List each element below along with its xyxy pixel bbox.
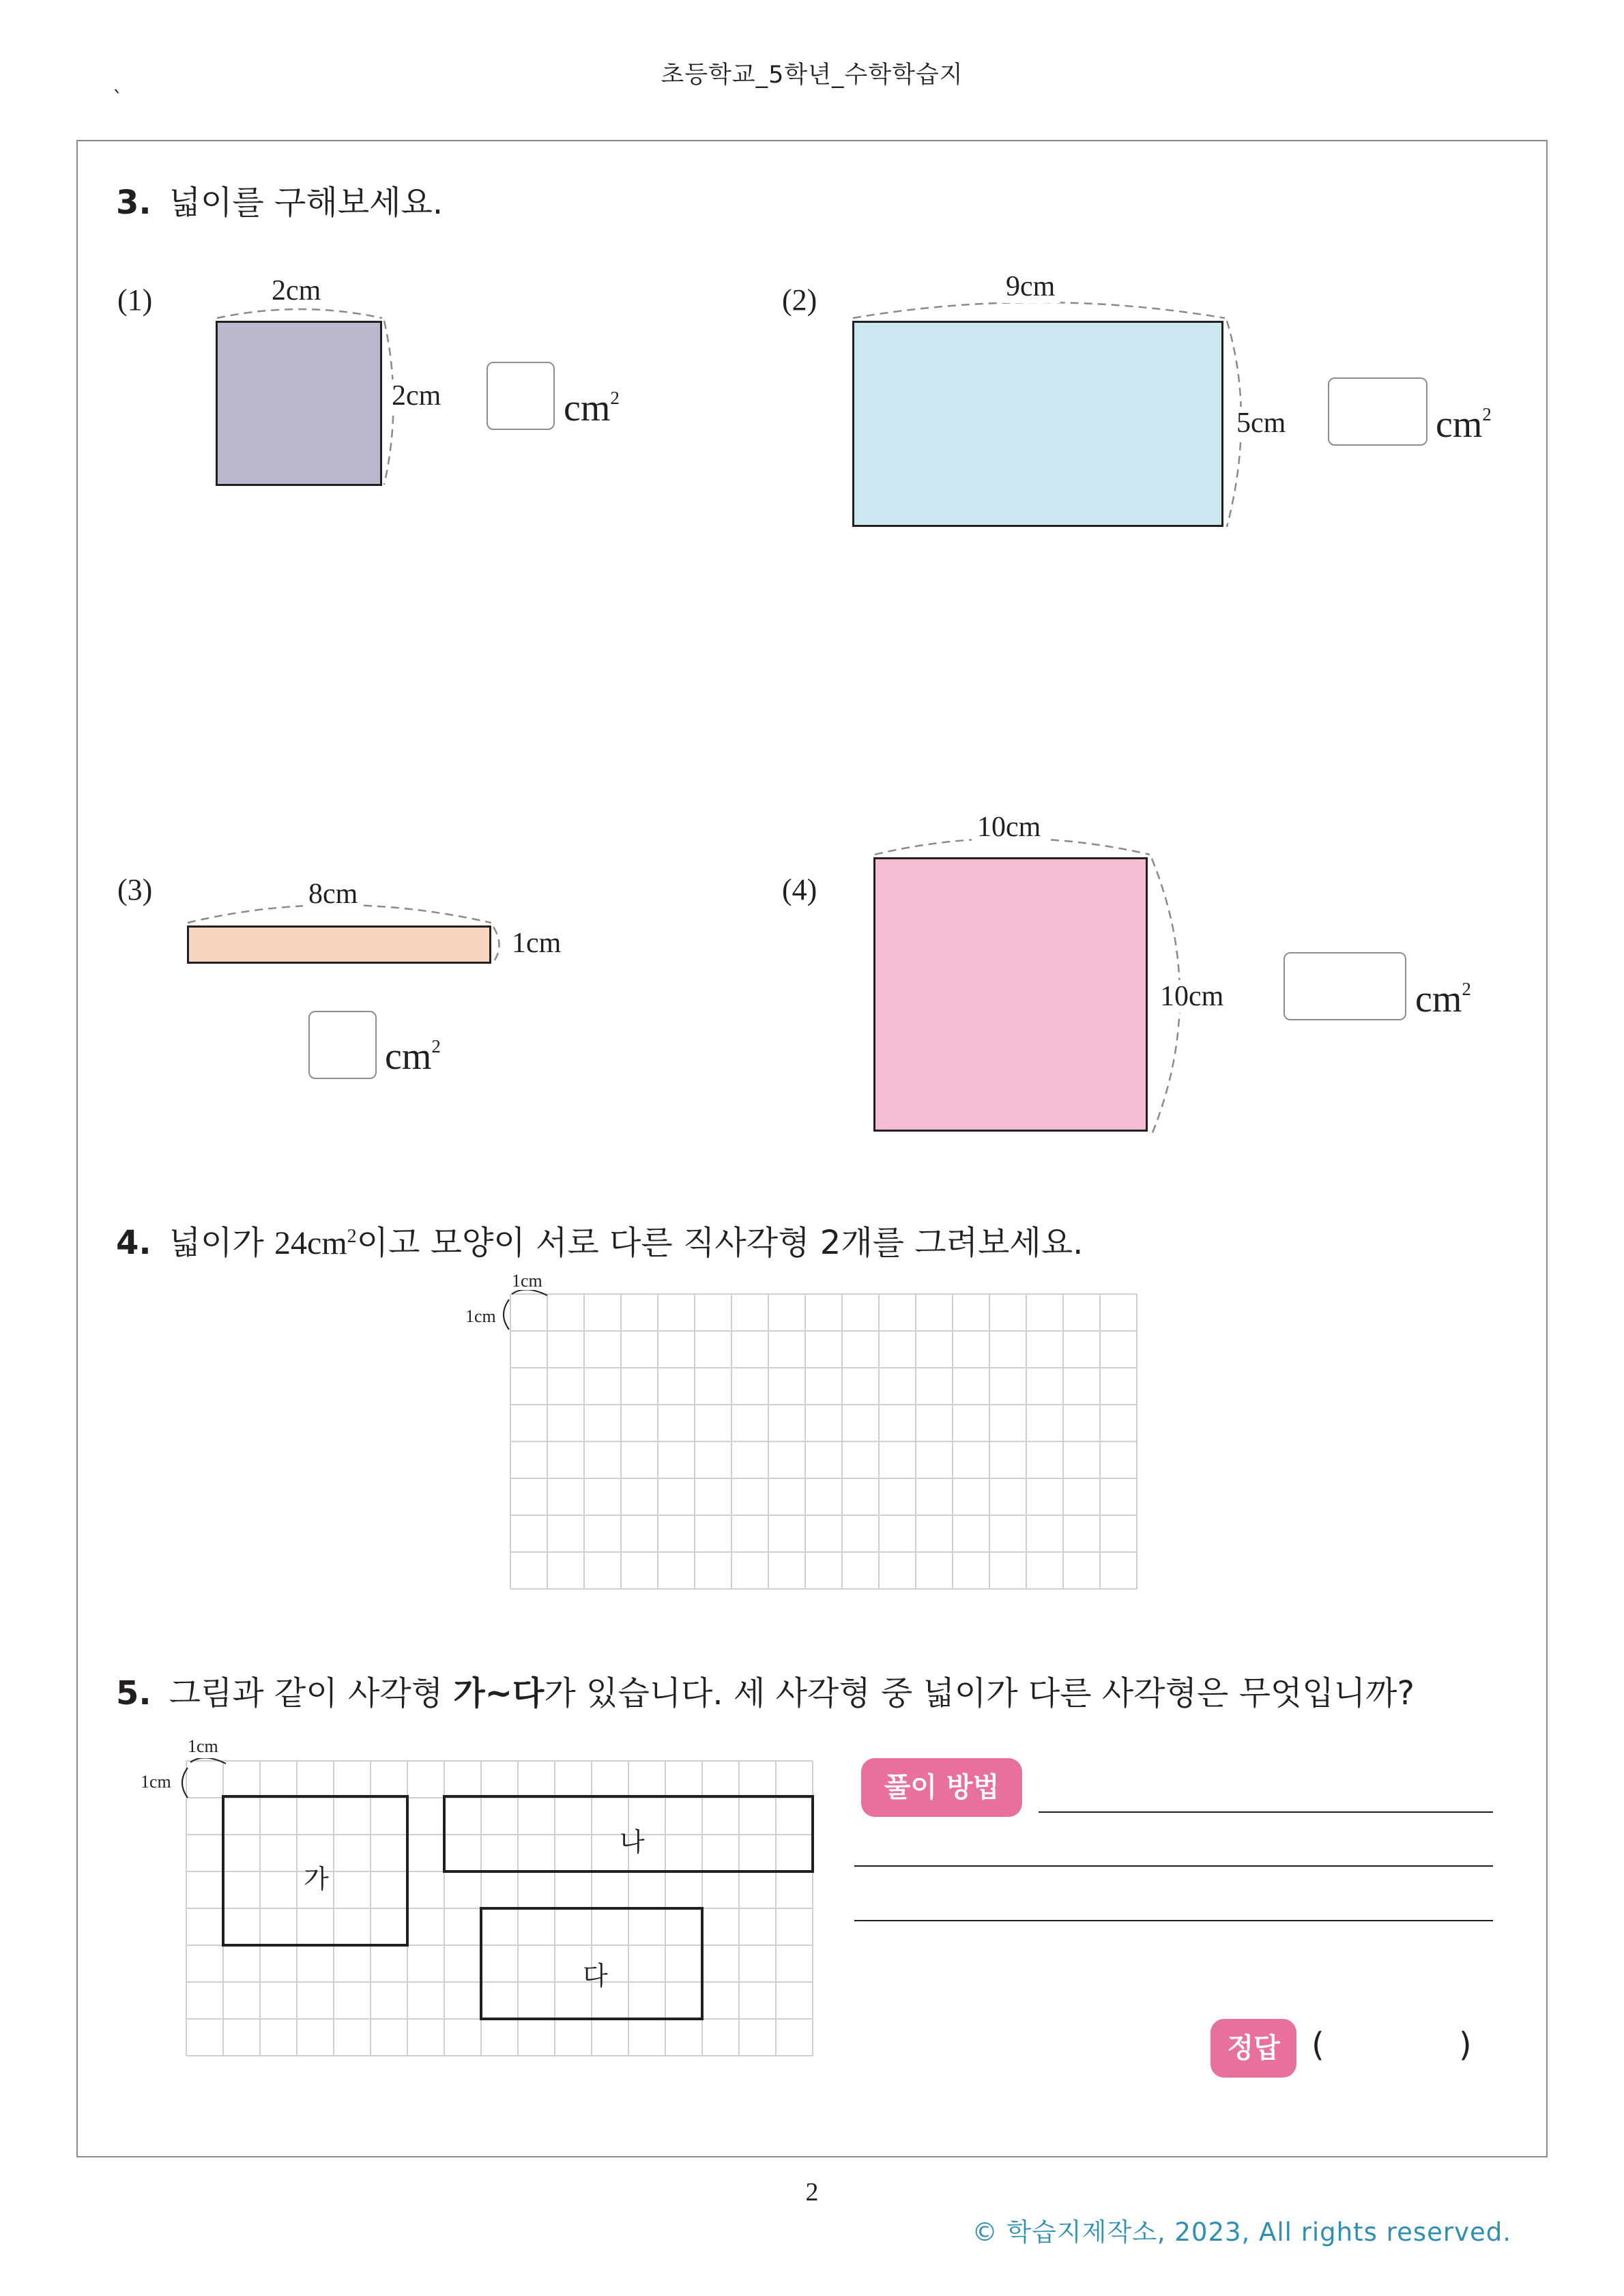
item-1-square: [216, 321, 382, 486]
answer-box-4[interactable]: [1284, 952, 1406, 1020]
unit-cm2: [1436, 403, 1492, 446]
unit-cm2: [385, 1035, 441, 1078]
item-2-rectangle: [852, 321, 1223, 527]
item-2-label: (2): [782, 283, 817, 317]
item-3-label: (3): [117, 873, 153, 906]
rect-label-da: 다: [583, 1961, 608, 1991]
page-number: 2: [805, 2178, 819, 2207]
item-1-side-dimension: 2cm: [392, 380, 441, 412]
question-number: 3.: [116, 184, 151, 222]
grid-unit-top: 1cm: [512, 1271, 542, 1291]
area-value: 24cm: [274, 1225, 347, 1261]
item-1-top-dimension: 2cm: [267, 274, 325, 307]
worksheet-title: 초등학교_5학년_수학학습지: [661, 61, 963, 89]
unit-text: cm: [1415, 978, 1462, 1020]
item-4-square: [873, 857, 1148, 1132]
answer-line-3[interactable]: [854, 1920, 1493, 1921]
answer-paren-close: ): [1459, 2026, 1472, 2064]
drawing-grid[interactable]: [498, 1290, 1146, 1604]
item-4-label: (4): [782, 873, 817, 906]
unit-exponent: 2: [610, 388, 620, 409]
question-text: 넓이가: [169, 1224, 275, 1262]
rect-label-ga: 가: [304, 1864, 329, 1894]
unit-text: cm: [564, 387, 611, 429]
answer-field[interactable]: [1337, 2024, 1453, 2072]
unit-exponent: 2: [431, 1036, 441, 1057]
question-text: 넓이를 구해보세요.: [169, 184, 444, 222]
item-4-side-dimension: 10cm: [1160, 981, 1224, 1012]
unit-exponent: 2: [1482, 404, 1492, 425]
answer-box-3[interactable]: [308, 1011, 377, 1079]
question-number: 5.: [116, 1674, 151, 1712]
grid-unit-left: 1cm: [465, 1306, 496, 1326]
grid-unit-left: 1cm: [141, 1772, 171, 1792]
rectangles-grid: [174, 1758, 829, 2072]
item-2-top-dimension: 9cm: [1000, 270, 1060, 303]
question-text: 이고 모양이 서로 다른 직사각형 2개를 그려보세요.: [356, 1224, 1084, 1262]
unit-cm2: [1415, 977, 1471, 1021]
answer-label: 정답: [1210, 2019, 1296, 2078]
question-5-title: [116, 1667, 1415, 1714]
unit-exponent: 2: [1462, 979, 1471, 1000]
unit-text: cm: [385, 1035, 432, 1078]
copyright: © 학습지제작소, 2023, All rights reserved.: [972, 2218, 1511, 2247]
area-exponent: 2: [347, 1226, 357, 1247]
stray-mark: `: [113, 87, 123, 111]
item-3-top-dimension: 8cm: [303, 878, 363, 910]
question-text: 그림과 같이 사각형: [169, 1674, 454, 1712]
answer-line-1[interactable]: [1039, 1811, 1493, 1813]
question-4-title: [116, 1216, 1083, 1263]
answer-box-1[interactable]: [487, 362, 555, 430]
question-text: 가 있습니다. 세 사각형 중 넓이가 다른 사각형은 무엇입니까?: [544, 1674, 1415, 1712]
answer-paren-open: (: [1311, 2026, 1324, 2064]
question-number: 4.: [116, 1224, 151, 1262]
rect-label-na: 나: [620, 1827, 645, 1857]
item-2-side-dimension: 5cm: [1236, 407, 1286, 439]
item-3-side-dimension: 1cm: [512, 928, 562, 959]
unit-cm2: [564, 386, 620, 430]
answer-box-2[interactable]: [1328, 377, 1427, 446]
method-label: 풀이 방법: [861, 1758, 1022, 1817]
question-text-bold: 가~다: [453, 1674, 545, 1712]
grid-unit-top: 1cm: [188, 1736, 218, 1756]
answer-line-2[interactable]: [854, 1865, 1493, 1867]
unit-text: cm: [1436, 403, 1483, 446]
item-3-rectangle: [187, 925, 491, 964]
item-1-label: (1): [117, 283, 153, 317]
item-4-top-dimension: 10cm: [972, 811, 1046, 844]
